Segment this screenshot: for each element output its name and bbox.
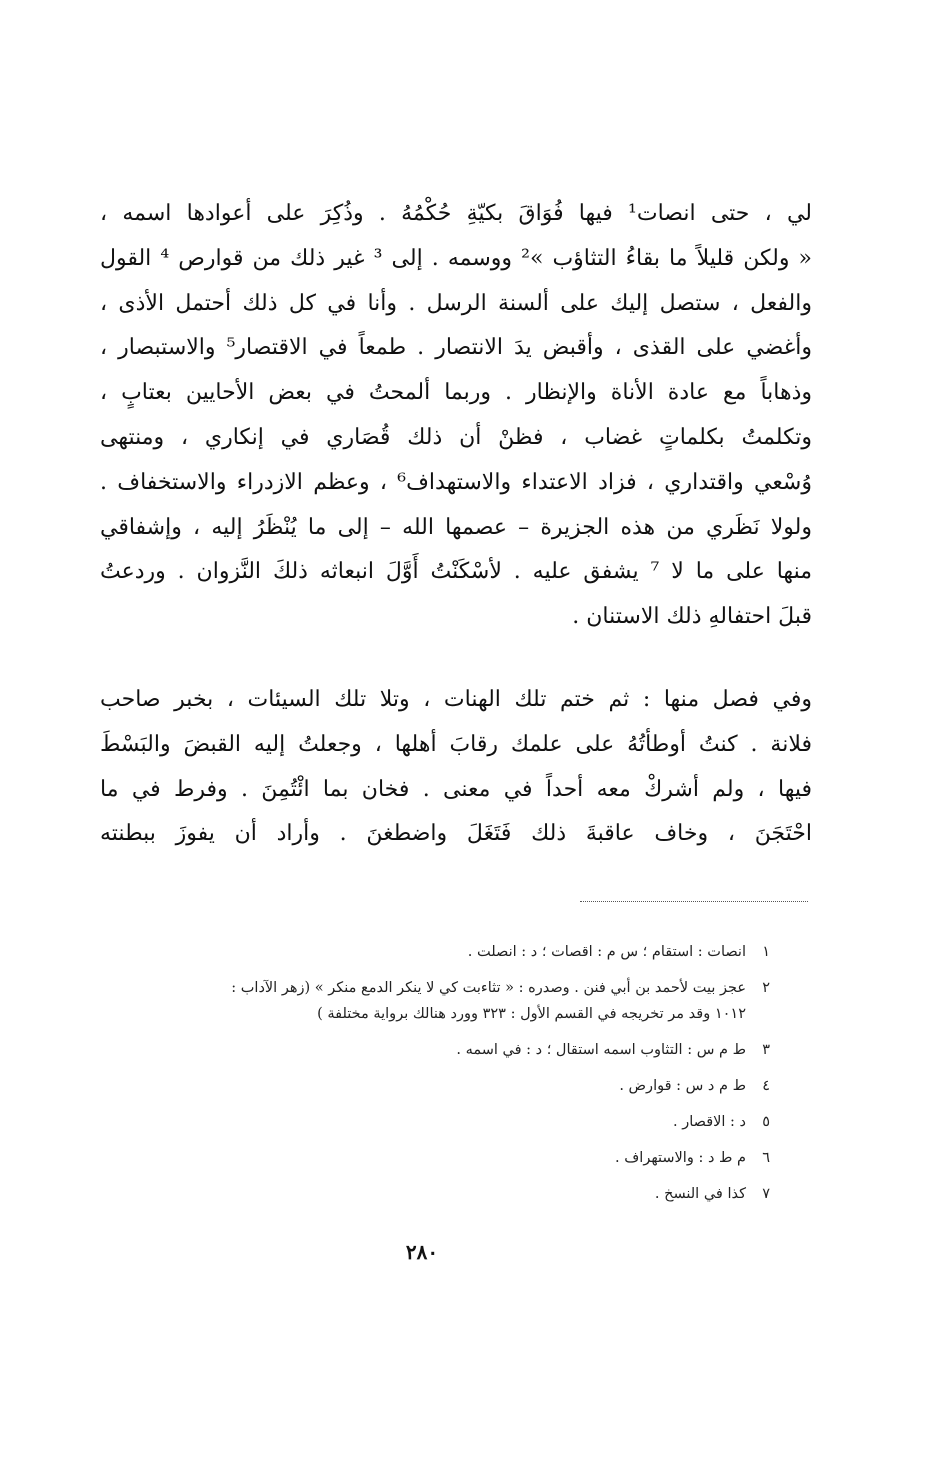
text-line: قبلَ احتفالهِ ذلك الاستنان . [572, 604, 812, 630]
text-line: فلانة . كنتُ أوطأتُهُ على علمك رقابَ أهلها ، وجعلتُ إليه القبضَ والبَسْطَ [100, 731, 812, 757]
footnote-2-continued [140, 1000, 770, 1036]
footnote-text: م ط د : والاستهراف . [615, 1150, 746, 1166]
text-line: لي ، حتى انصات¹ فيها فُوَاقَ بكيّةِ حُكْمُهُ . وذُكِرَ على أعوادها اسمه ، [100, 201, 812, 226]
paragraph-2 [100, 678, 812, 857]
footnote-1 [140, 938, 770, 974]
footnote-number: ١ [762, 944, 770, 960]
footnote-text: ١٠١٢ وقد مر تخريجه في القسم الأول : ٣٢٣ وورد هنالك برواية مختلفة ) [317, 1006, 746, 1022]
text-line: « ولكن قليلاً ما بقاءُ التثاؤب »² ووسمه . إلى ³ غير ذلك من قوارص ⁴ القول [100, 245, 812, 271]
footnote-text: كذا في النسخ . [654, 1186, 746, 1202]
text-line: وتكلمتُ بكلماتٍ غضاب ، فظنْ أن ذلك قُصَاري في إنكاري ، ومنتهى [100, 424, 812, 450]
footnote-number: ٢ [762, 980, 770, 996]
paragraph-gap [100, 640, 812, 678]
page-number: ٢٨٠ [405, 1240, 439, 1264]
footnote-number: ٣ [762, 1042, 770, 1058]
footnote-number: ٤ [762, 1078, 770, 1094]
text-line: احْتَجَنَ ، وخاف عاقبةَ ذلك فَتَغَلَ واضطغنَ . وأراد أن يفوزَ ببطنته [100, 821, 812, 847]
text-line: منها على ما لا ⁷ يشفق عليه . لأسْكَنْتُ أَوَّلَ انبعاثه ذلكَ النَّزوان . وردعتُ [100, 559, 812, 585]
text-line: وُسْعي واقتداري ، فزاد الاعتداء والاستهداف⁶ ، وعظم الازدراء والاستخفاف . [100, 469, 812, 495]
text-line: وفي فصل منها : ثم ختم تلك الهنات ، وتلا تلك السيئات ، بخبر صاحب [100, 686, 812, 712]
footnote-divider [580, 901, 808, 902]
footnote-2 [140, 974, 770, 1000]
text-line: وذهاباً مع عادة الأناة والإنظار . وربما ألمحتُ في بعض الأحايين بعتابٍ ، [100, 380, 812, 406]
paragraph-1 [100, 192, 812, 640]
footnote-text: ط م س : التثاوب اسمه استقال ؛ د : في اسمه . [456, 1042, 746, 1058]
footnotes [140, 938, 770, 1216]
footnote-number: ٥ [762, 1114, 770, 1130]
text-line: وأغضي على القذى ، وأقبض يدَ الانتصار . طمعاً في الاقتصار⁵ والاستبصار ، [100, 335, 812, 361]
footnote-text: انصات : استقام ؛ س م : اقصات ؛ د : انصلت . [467, 944, 746, 960]
footnote-3 [140, 1036, 770, 1072]
text-line: ولولا نَظَري من هذه الجزيرة – عصمها الله – إلى ما يُنْظَرُ إليه ، وإشفاقي [100, 514, 812, 540]
footnote-7 [140, 1180, 770, 1216]
footnote-text: د : الاقصار . [672, 1114, 746, 1130]
footnote-6 [140, 1144, 770, 1180]
footnote-number: ٧ [762, 1186, 770, 1202]
text-line: فيها ، ولم أشركْ معه أحداً في معنى . فخان بما ائْتُمِنَ . وفرط في ما [100, 776, 812, 802]
footnote-text: عجز بيت لأحمد بن أبي فنن . وصدره : « تثاءبت كي لا ينكر الدمع منكر » (زهر الآداب : [231, 980, 746, 996]
main-text [100, 192, 812, 857]
footnote-4 [140, 1072, 770, 1108]
footnote-number: ٦ [762, 1150, 770, 1166]
text-line: والفعل ، ستصل إليك على ألسنة الرسل . وأنا في كل ذلك أحتمل الأذى ، [100, 290, 812, 316]
footnote-text: ط م د س : قوارض . [619, 1078, 746, 1094]
footnote-5 [140, 1108, 770, 1144]
